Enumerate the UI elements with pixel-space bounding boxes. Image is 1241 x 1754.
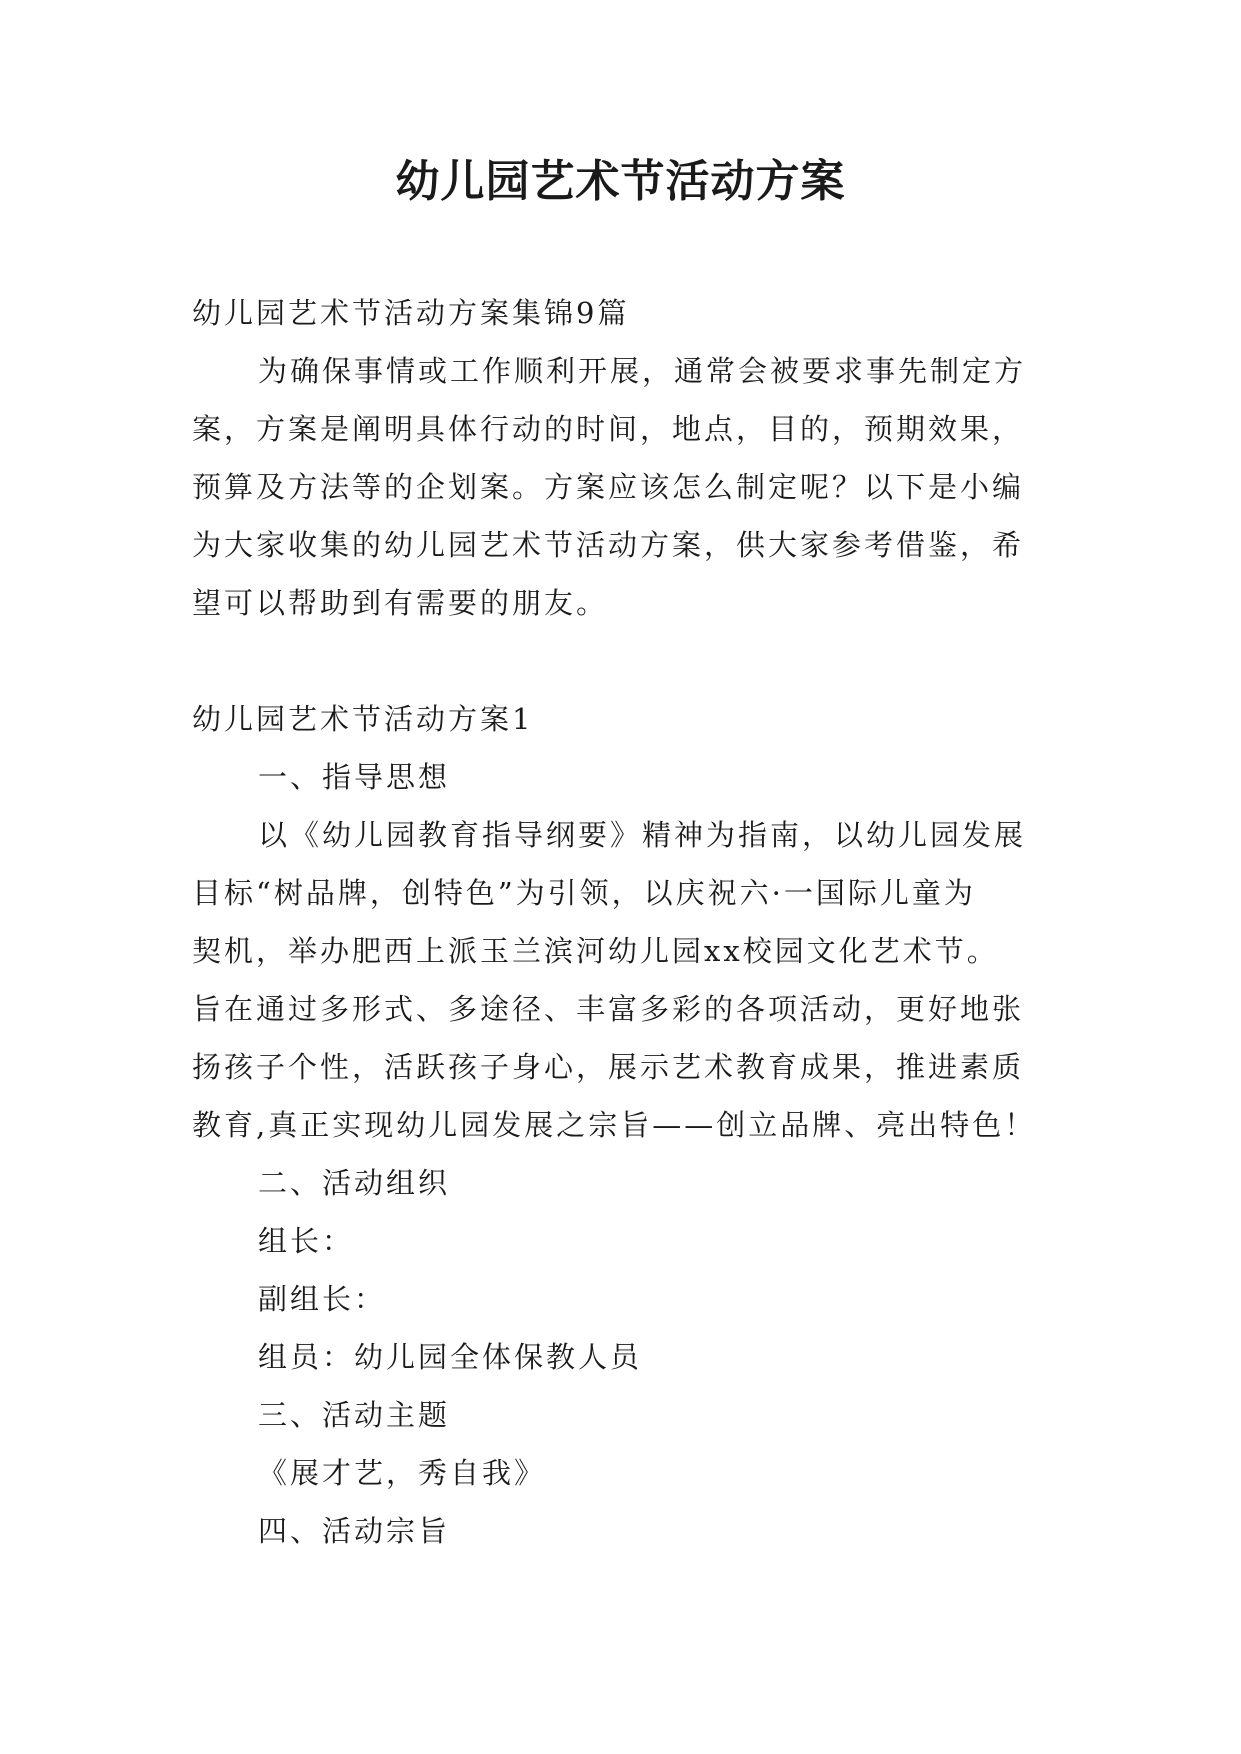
org-deputy: 副组长： xyxy=(258,1282,387,1316)
theme-text: 《展才艺，秀自我》 xyxy=(258,1456,547,1490)
guiding-line-3: 契机，举办肥西上派玉兰滨河幼儿园xx校园文化艺术节。 xyxy=(192,934,999,968)
document-body xyxy=(192,284,1072,1560)
purpose-heading: 四、活动宗旨 xyxy=(258,1514,451,1548)
collection-title: 幼儿园艺术节活动方案集锦9篇 xyxy=(192,296,630,330)
section-heading: 幼儿园艺术节活动方案1 xyxy=(192,702,534,736)
intro-line-3: 预算及方法等的企划案。方案应该怎么制定呢？以下是小编 xyxy=(192,470,1025,504)
org-members: 组员：幼儿园全体保教人员 xyxy=(258,1340,643,1374)
theme-heading: 三、活动主题 xyxy=(258,1398,451,1432)
guiding-heading: 一、指导思想 xyxy=(258,760,451,794)
intro-line-1: 为确保事情或工作顺利开展，通常会被要求事先制定方 xyxy=(258,354,1027,388)
guiding-line-6: 教育,真正实现幼儿园发展之宗旨——创立品牌、亮出特色！ xyxy=(192,1108,1037,1142)
guiding-line-5: 扬孩子个性，活跃孩子身心，展示艺术教育成果，推进素质 xyxy=(192,1050,1025,1084)
intro-line-4: 为大家收集的幼儿园艺术节活动方案，供大家参考借鉴，希 xyxy=(192,528,1025,562)
guiding-line-2: 目标“树品牌，创特色”为引领，以庆祝六·一国际儿童为 xyxy=(192,876,976,910)
intro-line-5: 望可以帮助到有需要的朋友。 xyxy=(192,586,609,620)
guiding-line-4: 旨在通过多形式、多途径、丰富多彩的各项活动，更好地张 xyxy=(192,992,1025,1026)
org-heading: 二、活动组织 xyxy=(258,1166,451,1200)
document-title: 幼儿园艺术节活动方案 xyxy=(395,156,846,207)
org-leader: 组长： xyxy=(258,1224,355,1258)
paragraph-gap xyxy=(192,632,1072,690)
guiding-line-1: 以《幼儿园教育指导纲要》精神为指南，以幼儿园发展 xyxy=(258,818,1027,852)
intro-line-2: 案，方案是阐明具体行动的时间，地点，目的，预期效果， xyxy=(192,412,1025,446)
